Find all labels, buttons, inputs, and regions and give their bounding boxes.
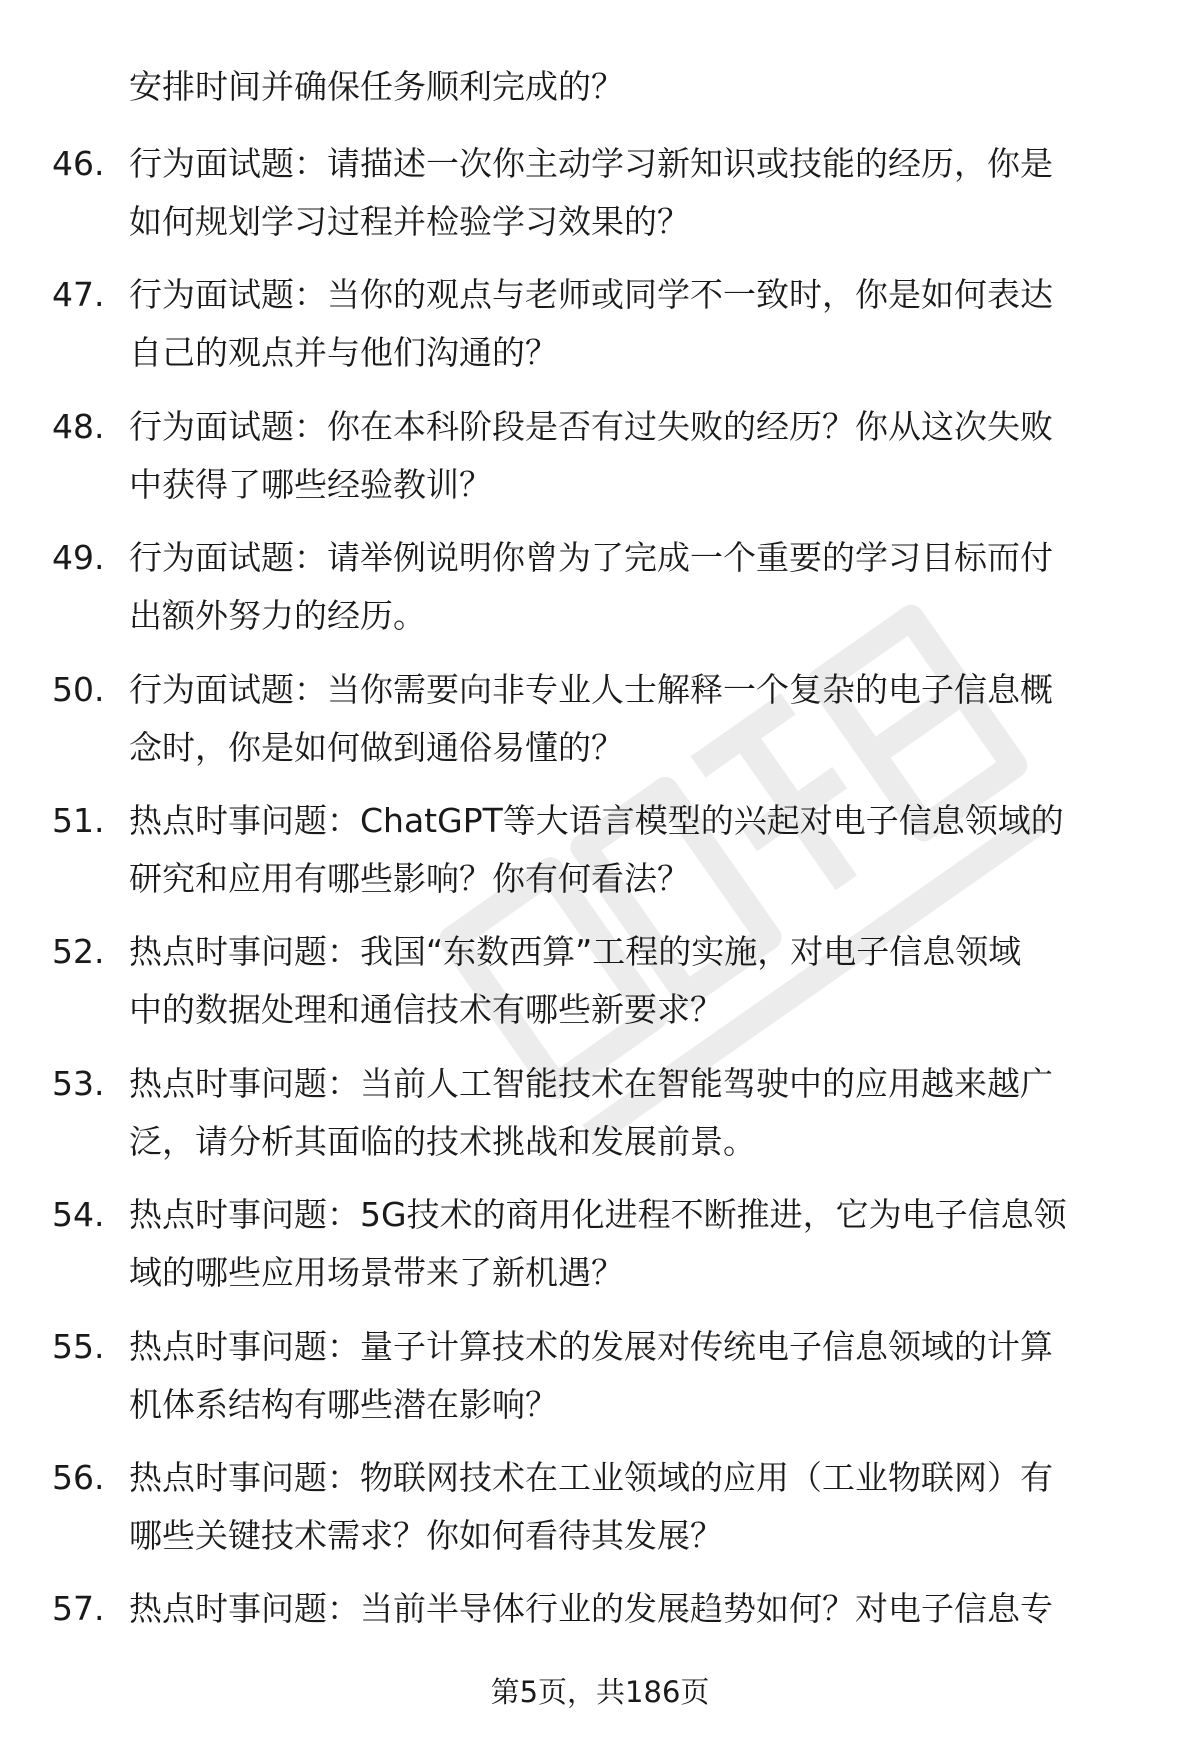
question-text	[129, 923, 1174, 1039]
question-text-line: 热点时事问题：量子计算技术的发展对传统电子信息领域的计算	[129, 1326, 1053, 1366]
page-footer: 第5页，共186页	[490, 1675, 710, 1709]
question-list	[0, 135, 1200, 1712]
question-item	[0, 661, 1200, 792]
question-text-line: 如何规划学习过程并检验学习效果的？	[129, 202, 690, 241]
question-text	[129, 661, 1174, 777]
question-text	[129, 1186, 1174, 1302]
question-item	[0, 1186, 1200, 1317]
question-text-line: 热点时事问题：5G技术的商用化进程不断推进，它为电子信息领	[129, 1195, 1067, 1235]
question-item	[0, 792, 1200, 923]
question-text-line: 行为面试题：请描述一次你主动学习新知识或技能的经历，你是	[129, 144, 1053, 183]
question-text-line: 念时，你是如何做到通俗易懂的？	[129, 727, 624, 767]
question-text-line: 热点时事问题：当前人工智能技术在智能驾驶中的应用越来越广	[129, 1063, 1053, 1103]
question-text	[129, 398, 1174, 514]
question-number: 48.	[52, 406, 105, 446]
question-number: 57.	[52, 1589, 105, 1629]
question-number: 50.	[52, 669, 105, 709]
question-text-line: 行为面试题：当你的观点与老师或同学不一致时，你是如何表达	[129, 275, 1053, 315]
question-text-line: 热点时事问题：物联网技术在工业领域的应用（工业物联网）有	[129, 1457, 1053, 1497]
question-text-line: 热点时事问题：当前半导体行业的发展趋势如何？对电子信息专	[129, 1589, 1053, 1629]
question-text-line: 出额外努力的经历。	[129, 596, 426, 636]
question-number: 46.	[52, 144, 105, 183]
question-text-line: 哪些关键技术需求？你如何看待其发展？	[129, 1515, 723, 1555]
question-text	[129, 1055, 1174, 1171]
question-number: 52.	[52, 932, 105, 972]
question-item	[0, 923, 1200, 1054]
question-text-line: 研究和应用有哪些影响？你有何看法？	[129, 858, 690, 898]
question-item	[0, 1449, 1200, 1580]
question-text-line: 中获得了哪些经验教训？	[129, 464, 492, 504]
question-number: 55.	[52, 1326, 105, 1366]
question-text-line: 自己的观点并与他们沟通的？	[129, 333, 558, 373]
question-text	[129, 792, 1174, 908]
question-item	[0, 398, 1200, 529]
question-number: 49.	[52, 538, 105, 578]
question-text-line: 中的数据处理和通信技术有哪些新要求？	[129, 990, 723, 1030]
question-text-line: 泛，请分析其面临的技术挑战和发展前景。	[129, 1121, 756, 1161]
question-text	[129, 1318, 1174, 1434]
question-text-line: 机体系结构有哪些潜在影响？	[129, 1384, 558, 1424]
question-number: 47.	[52, 275, 105, 315]
question-item	[0, 135, 1200, 266]
question-number: 53.	[52, 1063, 105, 1103]
question-text-line: 行为面试题：你在本科阶段是否有过失败的经历？你从这次失败	[129, 406, 1053, 446]
question-text-line: 热点时事问题：我国“东数西算”工程的实施，对电子信息领域	[129, 932, 1022, 972]
question-item	[0, 529, 1200, 660]
continuation-text: 安排时间并确保任务顺利完成的？	[129, 67, 624, 106]
question-text	[129, 1580, 1174, 1638]
question-text	[129, 1449, 1174, 1565]
question-item	[0, 1055, 1200, 1186]
question-item	[0, 266, 1200, 397]
question-number: 56.	[52, 1457, 105, 1497]
question-text-line: 行为面试题：请举例说明你曾为了完成一个重要的学习目标而付	[129, 538, 1053, 578]
question-text-line: 域的哪些应用场景带来了新机遇？	[129, 1253, 624, 1293]
question-text-line: 热点时事问题：ChatGPT等大语言模型的兴起对电子信息领域的	[129, 800, 1064, 840]
question-number: 54.	[52, 1195, 105, 1235]
question-text	[129, 266, 1174, 382]
question-item	[0, 1318, 1200, 1449]
question-text	[129, 529, 1174, 645]
question-number: 51.	[52, 800, 105, 840]
question-text	[129, 135, 1174, 251]
question-text-line: 行为面试题：当你需要向非专业人士解释一个复杂的电子信息概	[129, 669, 1053, 709]
